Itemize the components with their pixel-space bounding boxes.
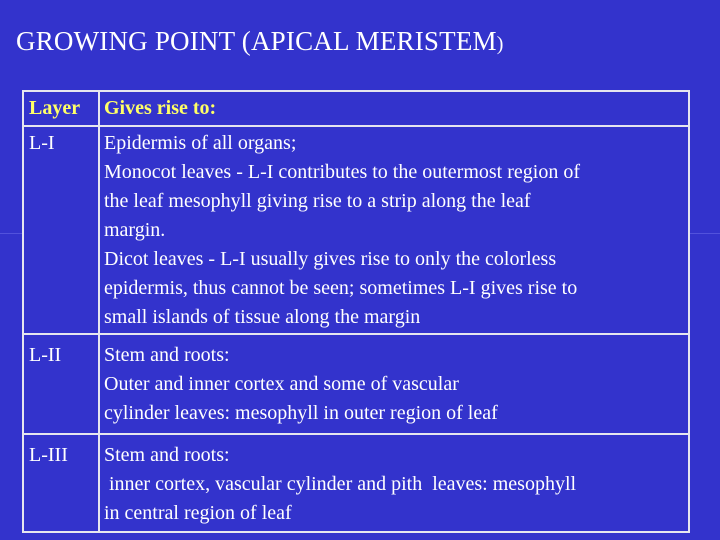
row-2-layer: L-II	[29, 344, 62, 366]
header-layer: Layer	[29, 97, 81, 119]
row-divider-1	[24, 333, 688, 335]
row-2-line-3: cylinder leaves: mesophyll in outer region of leaf	[104, 402, 498, 424]
row-divider-2	[24, 433, 688, 435]
row-1-line-3: the leaf mesophyll giving rise to a strip along the leaf	[104, 190, 531, 212]
row-2-line-2: Outer and inner cortex and some of vascular	[104, 373, 459, 395]
row-1-line-7: small islands of tissue along the margin	[104, 306, 421, 328]
slide-title	[16, 26, 504, 57]
header-gives-rise-to: Gives rise to:	[104, 97, 217, 119]
slide-title-close-paren: )	[496, 33, 504, 55]
row-1-line-4: margin.	[104, 219, 166, 241]
row-3-description	[104, 441, 686, 528]
row-3-line-2: inner cortex, vascular cylinder and pith leaves: mesophyll	[104, 473, 577, 495]
column-divider	[98, 92, 100, 531]
row-1-line-6: epidermis, thus cannot be seen; sometimes L-I gives rise to	[104, 277, 578, 299]
row-3-line-3: in central region of leaf	[104, 502, 292, 524]
row-2-line-1: Stem and roots:	[104, 344, 230, 366]
slide-title-text: GROWING POINT (APICAL MERISTEM	[16, 26, 497, 56]
row-1-description	[104, 129, 686, 332]
row-1-line-2: Monocot leaves - L-I contributes to the outermost region of	[104, 161, 580, 183]
layer-table	[22, 90, 690, 533]
row-3-line-1: Stem and roots:	[104, 444, 230, 466]
header-divider	[24, 125, 688, 127]
row-1-line-1: Epidermis of all organs;	[104, 132, 297, 154]
row-1-line-5: Dicot leaves - L-I usually gives rise to only the colorless	[104, 248, 557, 270]
row-2-description	[104, 341, 686, 428]
row-1-layer: L-I	[29, 132, 55, 154]
row-3-layer: L-III	[29, 444, 68, 466]
